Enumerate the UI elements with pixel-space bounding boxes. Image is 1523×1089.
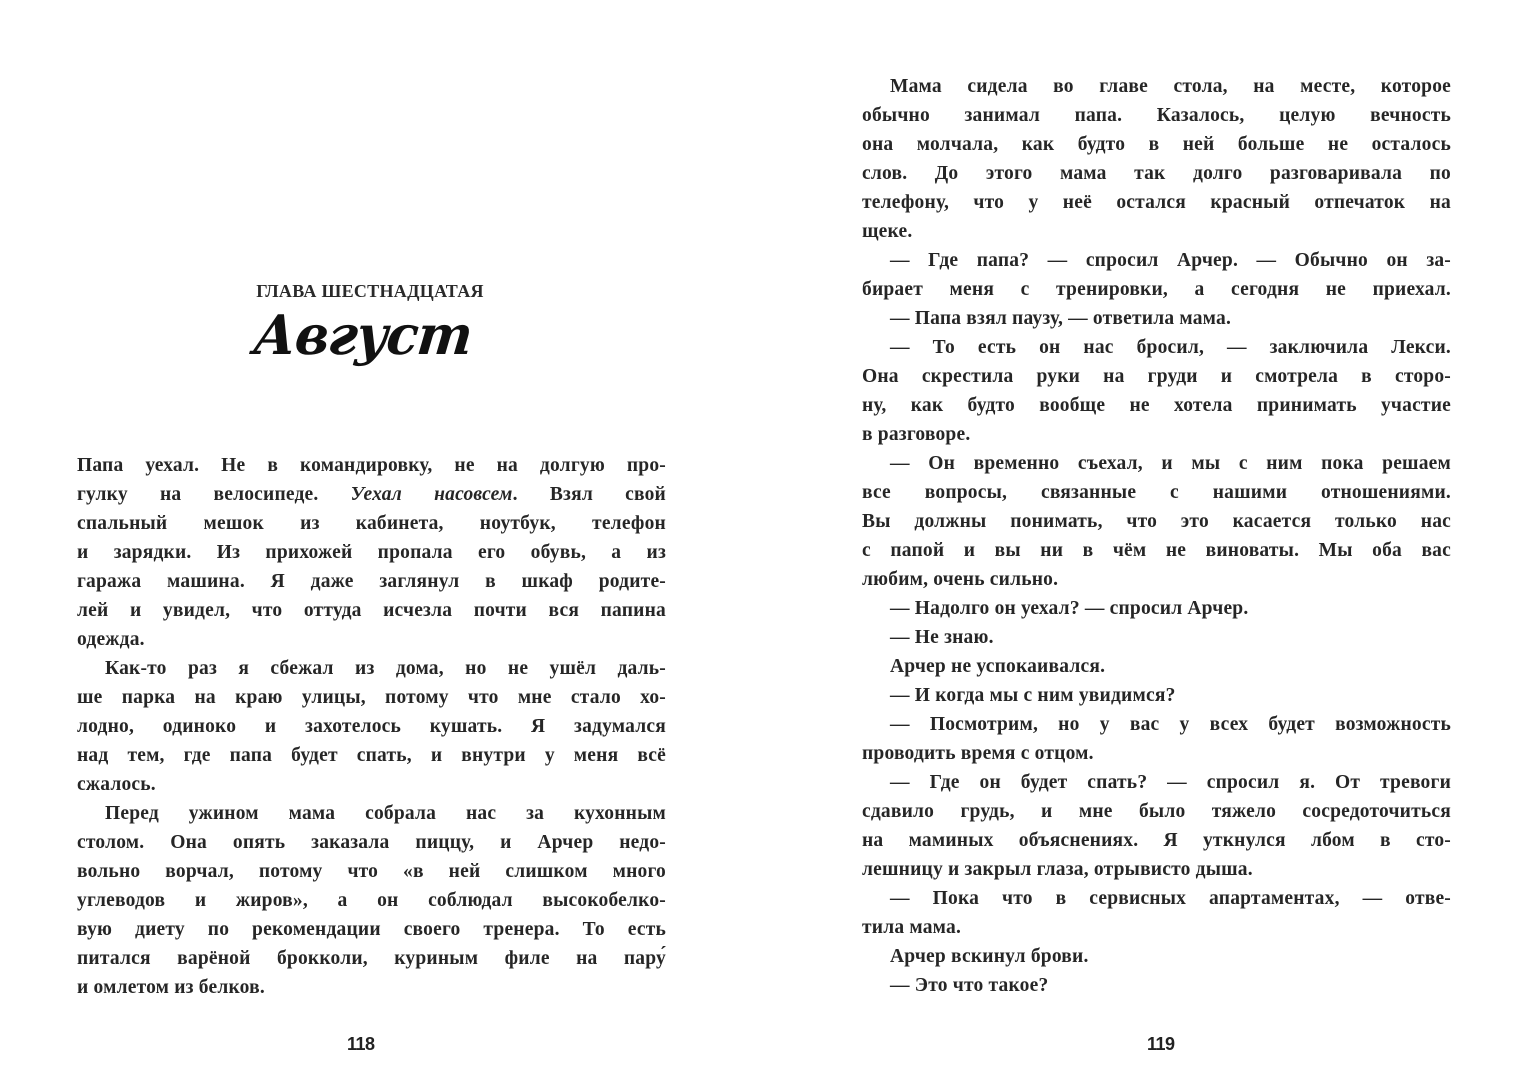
text-line: с папой и вы ни в чём не виноваты. Мы оба вас	[862, 540, 1451, 561]
text-line: Папа уехал. Не в командировку, не на долгую про-	[77, 455, 666, 476]
text-line: Мама сидела во главе стола, на месте, которое	[890, 76, 1451, 97]
text-line: — Не знаю.	[890, 627, 994, 648]
text-line: над тем, где папа будет спать, и внутри у меня всё	[77, 745, 666, 766]
text-line: и зарядки. Из прихожей пропала его обувь, а из	[77, 542, 666, 563]
text-line: сжалось.	[77, 774, 156, 795]
text-line: лодно, одиноко и захотелось кушать. Я задумался	[77, 716, 666, 737]
text-line: она молчала, как будто в ней больше не осталось	[862, 134, 1451, 155]
text-line: — Где папа? — спросил Арчер. — Обычно он за-	[890, 250, 1451, 271]
chapter-label: ГЛАВА ШЕСТНАДЦАТАЯ	[256, 281, 484, 301]
text-line: в разговоре.	[862, 424, 971, 445]
text-line: Вы должны понимать, что это касается только нас	[862, 511, 1451, 532]
text-line: на маминых объяснениях. Я уткнулся лбом в сто-	[862, 830, 1451, 851]
text-line: ну, как будто вообще не хотела принимать участие	[862, 395, 1451, 416]
text-line: и омлетом из белков.	[77, 977, 265, 998]
text-line: бирает меня с тренировки, а сегодня не приехал.	[862, 279, 1451, 300]
chapter-heading	[0, 280, 740, 366]
text-line: вольно ворчал, потому что «в ней слишком много	[77, 861, 666, 882]
text-line: Она скрестила руки на груди и смотрела в сторо-	[862, 366, 1451, 387]
text-line: Арчер не успокаивался.	[890, 656, 1106, 677]
paragraph	[862, 652, 1451, 681]
text-line	[77, 480, 666, 509]
text-line: — Это что такое?	[890, 975, 1049, 996]
right-page-body	[862, 72, 1451, 1000]
text-line: — Посмотрим, но у вас у всех будет возможность	[890, 714, 1451, 735]
text-line: гаража машина. Я даже заглянул в шкаф родите-	[77, 571, 666, 592]
text-line: — То есть он нас бросил, — заключила Лекси.	[890, 337, 1451, 358]
paragraph	[862, 623, 1451, 652]
text-line: лешницу и закрыл глаза, отрывисто дыша.	[862, 859, 1253, 880]
right-page	[760, 0, 1523, 1089]
text-line: лей и увидел, что оттуда исчезла почти вся папина	[77, 600, 666, 621]
text-line: проводить время с отцом.	[862, 743, 1094, 764]
text-line: — Надолго он уехал? — спросил Арчер.	[890, 598, 1249, 619]
text-line: — Где он будет спать? — спросил я. От тревоги	[890, 772, 1451, 793]
paragraph	[862, 884, 1451, 942]
paragraph	[77, 799, 666, 1002]
italic-phrase: Уехал насовсем	[350, 484, 513, 505]
paragraph	[862, 72, 1451, 246]
text-segment: гулку на велосипеде.	[77, 484, 351, 505]
text-segment: . Взял свой	[512, 484, 666, 505]
paragraph	[77, 654, 666, 799]
chapter-title: Август	[250, 303, 476, 368]
text-line: сдавило грудь, и мне было тяжело сосредоточиться	[862, 801, 1451, 822]
text-line: Арчер вскинул брови.	[890, 946, 1089, 967]
left-page	[0, 0, 760, 1089]
text-line: тила мама.	[862, 917, 962, 938]
text-line: одежда.	[77, 629, 145, 650]
text-line: — Он временно съехал, и мы с ним пока решаем	[890, 453, 1451, 474]
text-line: щеке.	[862, 221, 913, 242]
text-line: ше парка на краю улицы, потому что мне стало хо-	[77, 687, 666, 708]
text-line: слов. До этого мама так долго разговаривала по	[862, 163, 1451, 184]
paragraph	[862, 681, 1451, 710]
paragraph	[862, 246, 1451, 304]
paragraph	[862, 594, 1451, 623]
text-line: вую диету по рекомендации своего тренера. То есть	[77, 919, 666, 940]
text-line: все вопросы, связанные с нашими отношениями.	[862, 482, 1451, 503]
paragraph	[862, 710, 1451, 768]
text-line: питался варёной брокколи, куриным филе на пару́	[77, 948, 666, 969]
paragraph	[862, 333, 1451, 449]
text-line: любим, очень сильно.	[862, 569, 1059, 590]
text-line: телефону, что у неё остался красный отпечаток на	[862, 192, 1451, 213]
page-number: 119	[1147, 1034, 1175, 1054]
paragraph	[862, 971, 1451, 1000]
text-line: — И когда мы с ним увидимся?	[890, 685, 1176, 706]
paragraph	[77, 451, 666, 654]
left-page-body	[77, 451, 666, 1002]
text-line: — Папа взял паузу, — ответила мама.	[890, 308, 1232, 329]
paragraph	[862, 768, 1451, 884]
text-line: спальный мешок из кабинета, ноутбук, телефон	[77, 513, 666, 534]
text-line: Перед ужином мама собрала нас за кухонным	[105, 803, 666, 824]
text-line: — Пока что в сервисных апартаментах, — отве-	[890, 888, 1451, 909]
text-line: столом. Она опять заказала пиццу, и Арчер недо-	[77, 832, 666, 853]
paragraph	[862, 449, 1451, 594]
text-line: Как-то раз я сбежал из дома, но не ушёл даль-	[105, 658, 666, 679]
paragraph	[862, 942, 1451, 971]
text-line: обычно занимал папа. Казалось, целую вечность	[862, 105, 1451, 126]
page-number: 118	[347, 1034, 375, 1054]
text-line: углеводов и жиров», а он соблюдал высокобелко-	[77, 890, 666, 911]
paragraph	[862, 304, 1451, 333]
